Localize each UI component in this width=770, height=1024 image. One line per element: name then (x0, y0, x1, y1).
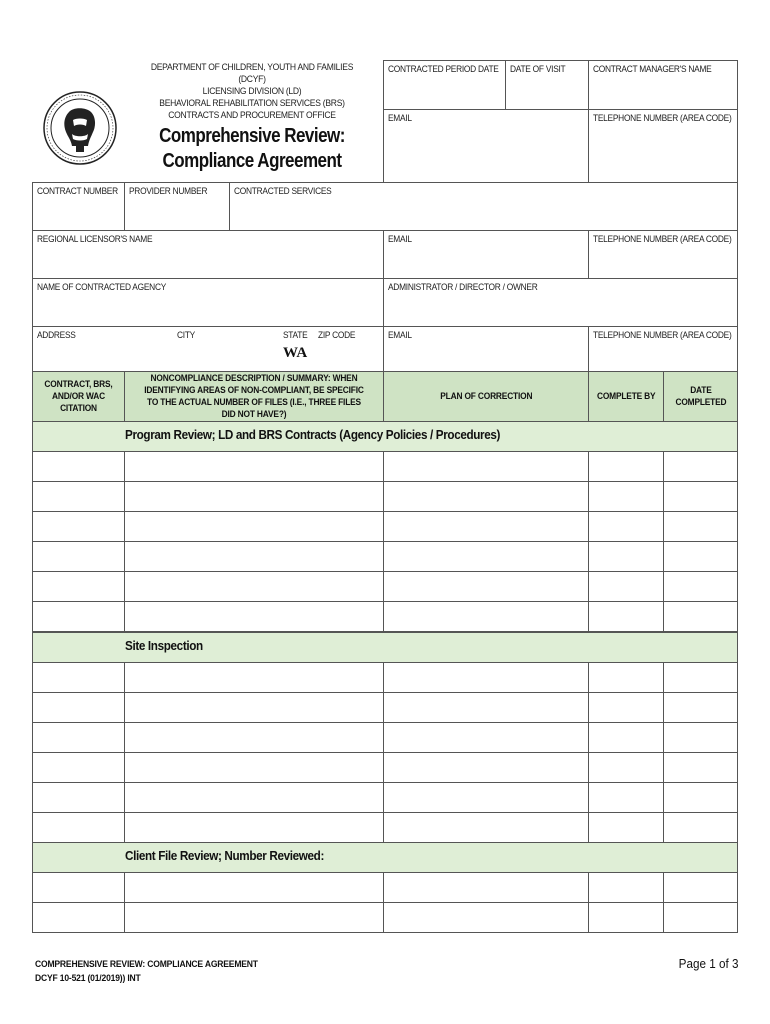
complete-by-cell[interactable] (588, 812, 664, 843)
complete-by-cell[interactable] (588, 872, 664, 903)
plan-of-correction-cell[interactable] (383, 722, 589, 753)
field-value[interactable] (593, 79, 733, 106)
noncompliance-cell[interactable] (124, 812, 384, 843)
table-row (32, 481, 738, 511)
plan-of-correction-cell[interactable] (383, 692, 589, 723)
field-label: NAME OF CONTRACTED AGENCY (37, 282, 167, 293)
date-completed-cell[interactable] (663, 511, 738, 542)
table-row (32, 902, 738, 932)
field-value[interactable] (593, 128, 733, 179)
provider-number-field[interactable] (124, 182, 230, 231)
citation-cell[interactable] (32, 511, 125, 542)
citation-cell[interactable] (32, 752, 125, 783)
complete-by-cell[interactable] (588, 511, 664, 542)
org-line: CONTRACTS AND PROCUREMENT OFFICE (168, 110, 336, 121)
citation-cell[interactable] (32, 902, 125, 933)
washington-state-seal-icon (42, 90, 118, 166)
column-header-citation: CONTRACT, BRS, AND/OR WAC CITATION (32, 371, 125, 422)
table-row (32, 692, 738, 722)
form-title (124, 124, 380, 174)
field-label: TELEPHONE NUMBER (AREA CODE) (593, 234, 732, 245)
citation-cell[interactable] (32, 481, 125, 512)
date-completed-cell[interactable] (663, 902, 738, 933)
footer-form-info (35, 958, 258, 986)
plan-of-correction-cell[interactable] (383, 662, 589, 693)
date-completed-cell[interactable] (663, 752, 738, 783)
form-title-line-2: Compliance Agreement (162, 150, 342, 172)
field-label: CONTRACT NUMBER (37, 186, 118, 197)
date-completed-cell[interactable] (663, 601, 738, 632)
complete-by-cell[interactable] (588, 571, 664, 602)
administrator-field[interactable] (383, 278, 738, 327)
plan-of-correction-cell[interactable] (383, 481, 589, 512)
contract-manager-name-field[interactable] (588, 60, 738, 110)
plan-of-correction-cell[interactable] (383, 902, 589, 933)
plan-of-correction-cell[interactable] (383, 782, 589, 813)
date-completed-cell[interactable] (663, 451, 738, 482)
noncompliance-cell[interactable] (124, 511, 384, 542)
manager-email-field[interactable] (383, 109, 589, 183)
complete-by-cell[interactable] (588, 692, 664, 723)
field-label: REGIONAL LICENSOR'S NAME (37, 234, 153, 245)
page-number: Page 1 of 3 (678, 956, 738, 971)
plan-of-correction-cell[interactable] (383, 812, 589, 843)
agency-email-field[interactable] (383, 326, 589, 372)
plan-of-correction-cell[interactable] (383, 571, 589, 602)
field-label: EMAIL (388, 234, 412, 245)
field-label: CONTRACT MANAGER'S NAME (593, 64, 712, 75)
city-label: CITY (177, 330, 195, 341)
citation-cell[interactable] (32, 782, 125, 813)
table-row (32, 571, 738, 601)
agency-phone-field[interactable] (588, 326, 738, 372)
noncompliance-cell[interactable] (124, 601, 384, 632)
noncompliance-cell[interactable] (124, 692, 384, 723)
date-completed-cell[interactable] (663, 662, 738, 693)
noncompliance-cell[interactable] (124, 902, 384, 933)
date-completed-cell[interactable] (663, 782, 738, 813)
table-row (32, 601, 738, 631)
field-value[interactable] (388, 79, 501, 106)
complete-by-cell[interactable] (588, 902, 664, 933)
zip-label: ZIP CODE (318, 330, 356, 341)
licensor-email-field[interactable] (383, 230, 589, 279)
footer-form-number: DCYF 10-521 (01/2019)) INT (35, 973, 141, 984)
complete-by-cell[interactable] (588, 451, 664, 482)
field-label: EMAIL (388, 113, 412, 124)
plan-of-correction-cell[interactable] (383, 872, 589, 903)
citation-cell[interactable] (32, 601, 125, 632)
noncompliance-cell[interactable] (124, 752, 384, 783)
address-field[interactable] (32, 326, 384, 372)
section-header (32, 842, 738, 873)
table-row (32, 662, 738, 692)
section-title: Program Review; LD and BRS Contracts (Agency Policies / Procedures) (125, 427, 501, 442)
field-label: PROVIDER NUMBER (129, 186, 208, 197)
citation-cell[interactable] (32, 692, 125, 723)
field-value[interactable] (37, 297, 379, 323)
section-header (32, 421, 738, 452)
citation-cell[interactable] (32, 541, 125, 572)
complete-by-cell[interactable] (588, 601, 664, 632)
column-header-plan-of-correction: PLAN OF CORRECTION (383, 371, 589, 422)
citation-cell[interactable] (32, 722, 125, 753)
section-title: Client File Review; Number Reviewed: (125, 848, 324, 863)
date-of-visit-field[interactable] (505, 60, 589, 110)
field-value[interactable] (593, 345, 733, 368)
table-row (32, 451, 738, 481)
regional-licensor-name-field[interactable] (32, 230, 384, 279)
date-completed-cell[interactable] (663, 872, 738, 903)
field-label: CONTRACTED PERIOD DATE (388, 64, 499, 75)
complete-by-cell[interactable] (588, 752, 664, 783)
noncompliance-cell[interactable] (124, 451, 384, 482)
field-value[interactable] (37, 249, 379, 275)
noncompliance-cell[interactable] (124, 872, 384, 903)
field-value[interactable] (388, 297, 733, 323)
field-value[interactable] (129, 201, 225, 227)
field-label: ADMINISTRATOR / DIRECTOR / OWNER (388, 282, 538, 293)
form-title-line-1: Comprehensive Review: (159, 125, 345, 147)
plan-of-correction-cell[interactable] (383, 752, 589, 783)
field-value[interactable] (593, 249, 733, 275)
field-label: TELEPHONE NUMBER (AREA CODE) (593, 113, 732, 124)
field-value[interactable] (234, 201, 733, 227)
complete-by-cell[interactable] (588, 481, 664, 512)
table-row (32, 511, 738, 541)
date-completed-cell[interactable] (663, 571, 738, 602)
org-line: LICENSING DIVISION (LD) (202, 86, 302, 97)
footer-form-title: COMPREHENSIVE REVIEW: COMPLIANCE AGREEMENT (35, 959, 258, 970)
field-label: TELEPHONE NUMBER (AREA CODE) (593, 330, 732, 341)
table-row (32, 782, 738, 812)
plan-of-correction-cell[interactable] (383, 451, 589, 482)
table-row (32, 722, 738, 752)
address-label: ADDRESS (37, 330, 76, 341)
table-row (32, 541, 738, 571)
field-label: DATE OF VISIT (510, 64, 566, 75)
table-row (32, 752, 738, 782)
noncompliance-cell[interactable] (124, 481, 384, 512)
date-completed-cell[interactable] (663, 812, 738, 843)
field-label: EMAIL (388, 330, 412, 341)
field-value[interactable] (388, 345, 584, 368)
licensor-phone-field[interactable] (588, 230, 738, 279)
field-label: CONTRACTED SERVICES (234, 186, 332, 197)
date-completed-cell[interactable] (663, 692, 738, 723)
contracted-period-date-field[interactable] (383, 60, 506, 110)
date-completed-cell[interactable] (663, 541, 738, 572)
column-header-date-completed: DATE COMPLETED (663, 371, 738, 422)
manager-phone-field[interactable] (588, 109, 738, 183)
contracted-services-field[interactable] (229, 182, 738, 231)
date-completed-cell[interactable] (663, 722, 738, 753)
state-label: STATE (283, 330, 308, 341)
column-header-noncompliance: NONCOMPLIANCE DESCRIPTION / SUMMARY: WHEN IDENTIFYING AREAS OF NON-COMPLIANT, BE SPECIFIC TO THE ACTUAL NUMBER OF FILES (I.E., THREE FILES DID NOT HAVE?) (124, 371, 384, 422)
complete-by-cell[interactable] (588, 541, 664, 572)
citation-cell[interactable] (32, 812, 125, 843)
column-header-complete-by: COMPLETE BY (588, 371, 664, 422)
table-row (32, 872, 738, 902)
field-value[interactable] (388, 249, 584, 275)
section-title: Site Inspection (125, 638, 203, 653)
contract-number-field[interactable] (32, 182, 125, 231)
table-row (32, 812, 738, 842)
complete-by-cell[interactable] (588, 662, 664, 693)
citation-cell[interactable] (32, 451, 125, 482)
noncompliance-cell[interactable] (124, 662, 384, 693)
date-completed-cell[interactable] (663, 481, 738, 512)
citation-cell[interactable] (32, 872, 125, 903)
noncompliance-cell[interactable] (124, 782, 384, 813)
noncompliance-cell[interactable] (124, 541, 384, 572)
citation-cell[interactable] (32, 662, 125, 693)
field-value[interactable] (510, 79, 584, 106)
agency-name-field[interactable] (32, 278, 384, 327)
field-value[interactable] (388, 128, 584, 179)
complete-by-cell[interactable] (588, 782, 664, 813)
state-value[interactable]: WA (283, 345, 308, 361)
plan-of-correction-cell[interactable] (383, 511, 589, 542)
org-line: DEPARTMENT OF CHILDREN, YOUTH AND FAMILIES (DCYF) (150, 62, 354, 85)
department-heading (124, 62, 380, 122)
plan-of-correction-cell[interactable] (383, 601, 589, 632)
section-header (32, 632, 738, 663)
citation-cell[interactable] (32, 571, 125, 602)
org-line: BEHAVIORAL REHABILITATION SERVICES (BRS) (159, 98, 345, 109)
complete-by-cell[interactable] (588, 722, 664, 753)
plan-of-correction-cell[interactable] (383, 541, 589, 572)
field-value[interactable] (37, 201, 120, 227)
noncompliance-cell[interactable] (124, 722, 384, 753)
noncompliance-cell[interactable] (124, 571, 384, 602)
